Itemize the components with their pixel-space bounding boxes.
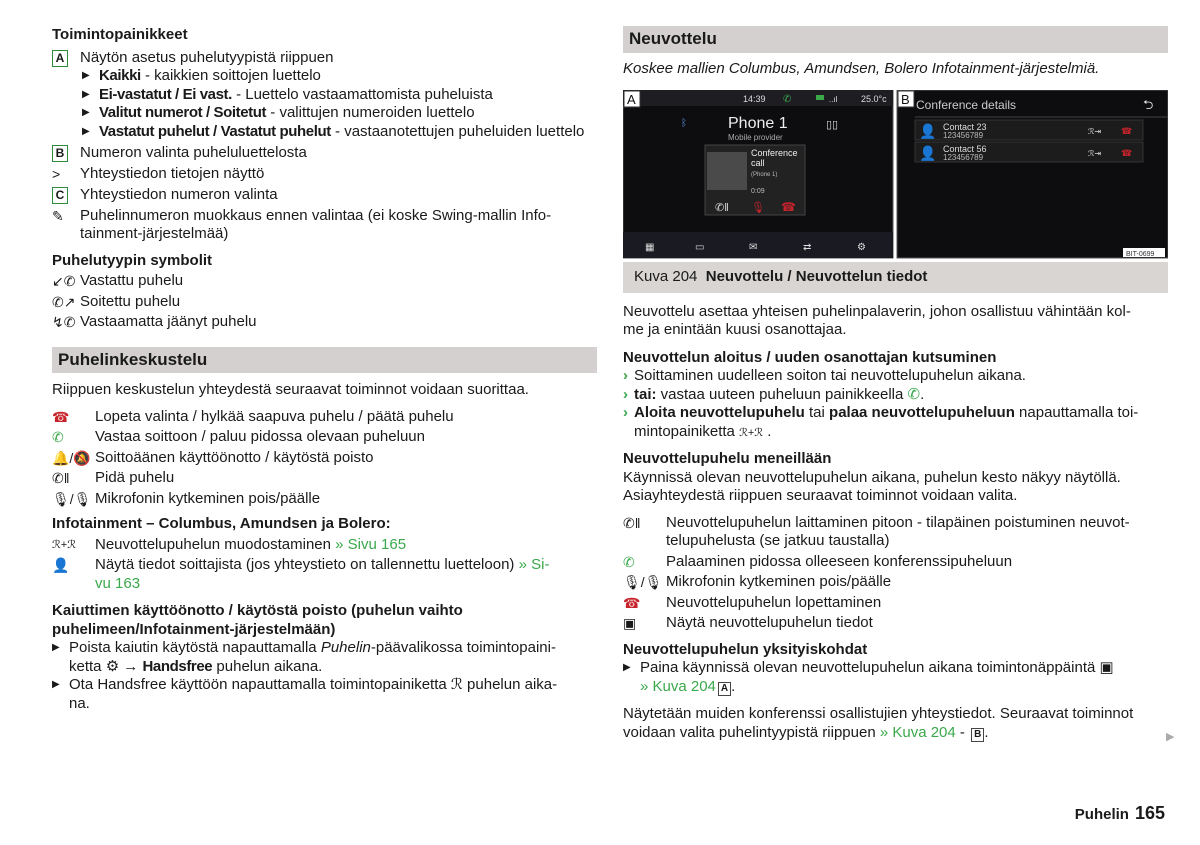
answer-call-icon: ✆ — [907, 385, 921, 403]
final-line2: voidaan valita puhelintyypistä riippuen — [623, 723, 880, 741]
subitem: ▶ Kaikki - kaikkien soittojen luettelo — [82, 67, 321, 84]
ongoing-line2: Asiayhteydestä riippuen seuraavat toiminnot voidaan valita. — [623, 487, 1018, 504]
action-text: Soittoäänen käyttöönotto / käytöstä poisto — [95, 448, 374, 466]
callers-link-cont[interactable]: vu 163 — [95, 574, 141, 592]
contact-name: Contact 56 — [943, 144, 987, 154]
speaker-heading-1: Kaiuttimen käyttöönotto / käytöstä poisto (puhelun vaihto — [52, 602, 463, 619]
contact-number: 123456789 — [943, 153, 984, 162]
subitem-key: Vastatut puhelut / Vastatut puhelut — [99, 122, 331, 140]
item-b-text: Numeron valinta puheluluettelosta — [80, 144, 307, 161]
subitem-key: Valitut numerot / Soitetut — [99, 104, 267, 121]
gt-symbol: > — [52, 165, 61, 182]
outgoing-call-icon: ✆↗ — [52, 293, 76, 310]
signal-icon: ..ıl — [829, 95, 838, 104]
action-text: Mikrofonin kytkeminen pois/päälle — [95, 489, 321, 507]
item-a — [52, 49, 597, 68]
ongoing-action — [623, 514, 1168, 551]
calltype-text: Vastattu puhelu — [80, 272, 184, 289]
speaker1-b: -päävalikossa toimintopaini- — [370, 639, 556, 656]
conference-icon: ℛ+ℛ — [52, 538, 76, 551]
phone-name: Phone 1 — [728, 115, 788, 132]
contact-number: 123456789 — [943, 131, 984, 140]
person-icon: 👤 — [52, 557, 70, 573]
action-text: Pidä puhelu — [95, 469, 175, 486]
subitem-text: - Luettelo vastaamattomista puheluista — [231, 85, 493, 103]
item-gt-text: Yhteystiedon tietojen näyttö — [80, 164, 265, 182]
mic-button-icon[interactable]: 🎙 — [751, 202, 765, 214]
end-contact-call-icon[interactable]: ☎ — [1121, 148, 1133, 158]
speaker1-italic: Puhelin — [320, 639, 371, 656]
answer-call-icon: ✆ — [623, 553, 635, 570]
start-step-text-cont: mintopainiketta — [634, 422, 740, 440]
ongoing-action-text: Neuvottelupuhelun laittaminen pitoon - tilapäinen poistuminen neuvot- — [666, 513, 1130, 531]
calltype-text: Vastaamatta jäänyt puhelu — [80, 313, 257, 330]
details-icon: ▣ — [1099, 659, 1114, 676]
infotainment-heading: Infotainment – Columbus, Amundsen ja Bolero: — [52, 515, 391, 532]
ongoing-line1: Käynnissä olevan neuvottelupuhelun aikana, puhelun kesto näkyy näytöllä. — [623, 468, 1121, 486]
start-step-text: Soittaminen uudelleen soiton tai neuvottelupuhelun aikana. — [634, 367, 1026, 384]
speaker-icon: ℛ — [450, 676, 463, 693]
label-a: A — [52, 50, 68, 67]
speaker-heading-2: puhelimeen/Infotainment-järjestelmään) — [52, 620, 336, 638]
ongoing-action — [623, 573, 1168, 592]
caption-number: Kuva 204 — [634, 268, 698, 285]
intro-line1: Neuvottelu asettaa yhteisen puhelinpalaverin, johon osallistuu vähintään kol- — [623, 302, 1131, 320]
ongoing-action-text-cont: telupuhelusta (se jatkuu taustalla) — [666, 532, 890, 549]
callers-link[interactable]: » Si- — [518, 556, 550, 573]
ongoing-heading: Neuvottelupuhelu meneillään — [623, 450, 832, 467]
end-call-icon: ☎ — [623, 594, 641, 611]
start-step-text: vastaa uuteen puheluun painikkeella — [656, 385, 908, 403]
conf-line2: call — [751, 158, 765, 168]
caption-text: Neuvottelu / Neuvottelun tiedot — [705, 268, 928, 285]
ongoing-action-text: Mikrofonin kytkeminen pois/päälle — [666, 573, 892, 590]
subitem: ▶ Ei-vastatut / Ei vast. - Luettelo vastaamattomista puheluista — [82, 85, 493, 103]
figure-caption — [623, 262, 1168, 293]
callers-item — [52, 556, 597, 593]
contacts-icon[interactable]: ▭ — [695, 242, 705, 253]
start-step: › Aloita neuvottelupuhelu tai palaa neuvottelupuheluun napauttamalla toi- mintopainiketta ℛ+ℛ . — [623, 404, 1139, 440]
split-call-icon[interactable]: ℛ⇥ — [1088, 127, 1102, 136]
missed-call-icon: ↯✆ — [52, 314, 76, 330]
figure-link[interactable]: » Kuva 204 — [879, 723, 956, 741]
subitem-key: Ei-vastatut / Ei vast. — [99, 85, 232, 103]
calltype-heading: Puhelutyypin symbolit — [52, 251, 213, 269]
handsfree-label: Handsfree — [142, 657, 213, 675]
status-phone-icon: ✆ — [783, 94, 792, 105]
page-number: 165 — [1134, 802, 1165, 823]
figure-code: BIT-0699 — [1126, 251, 1155, 258]
final-paragraph: Näytetään muiden konferenssi osallistujien yhteystiedot. Seuraavat toiminnot voidaan valita puhelintyypistä riippuen » Kuva 204 - B . — [623, 705, 1134, 741]
provider-name: Mobile provider — [728, 133, 783, 142]
label-b: B — [52, 145, 68, 162]
action-item — [52, 490, 597, 509]
speaker1-c: ketta — [69, 657, 106, 675]
subitem-text: - vastaanotettujen puheluiden luettelo — [330, 122, 585, 140]
ongoing-action-text: Neuvottelupuhelun lopettaminen — [666, 593, 882, 611]
start-step-text: napauttamalla toi- — [1014, 404, 1139, 421]
calltype-item — [52, 272, 597, 291]
details-icon: ▣ — [623, 615, 637, 631]
action-item — [52, 469, 597, 488]
conf-item — [52, 536, 597, 555]
contact-avatar-icon: 👤 — [919, 145, 937, 161]
ongoing-action-text: Näytä neuvottelupuhelun tiedot — [666, 614, 873, 631]
hold-button-icon[interactable]: ✆‖ — [715, 202, 729, 214]
action-item — [52, 449, 597, 468]
figure-204 — [623, 90, 1168, 260]
label-a-ref: A — [718, 682, 731, 696]
microphone-icon: 🎙/🎙 — [623, 574, 663, 590]
final-line1: Näytetään muiden konferenssi osallistujien yhteystiedot. Seuraavat toiminnot — [623, 705, 1134, 722]
phone-switch-icon: ▯▯ — [826, 119, 839, 131]
conference-icon: ℛ+ℛ — [739, 426, 764, 439]
figure-link[interactable]: » Kuva 204 — [640, 677, 716, 695]
incoming-call-icon: ↙✆ — [52, 273, 76, 289]
buttons-heading: Toimintopainikkeet — [52, 26, 188, 43]
screen-b-label: B — [901, 92, 910, 107]
label-c: C — [52, 187, 68, 204]
speaker2-a: Ota Handsfree käyttöön napauttamalla toimintopainiketta — [69, 676, 451, 693]
left-column — [52, 26, 597, 713]
ongoing-action — [623, 553, 1168, 572]
conference-avatar — [707, 152, 747, 190]
status-temp: 25.0°c — [861, 94, 887, 104]
continue-arrow-icon: ▶ — [1166, 731, 1175, 743]
section-title-neuvottelu: Neuvottelu — [623, 26, 1168, 53]
section-intro: Riippuen keskustelun yhteydestä seuraavat toiminnot voidaan suorittaa. — [52, 381, 529, 398]
battery-icon — [816, 95, 824, 100]
speaker1-arrow: → — [119, 657, 143, 675]
conf-line1: Conference — [751, 148, 798, 158]
speaker-step-1: ▶ Poista kaiutin käytöstä napauttamalla Puhelin-päävalikossa toimintopaini- ketta ⚙ → Handsfree puhelun aikana. — [52, 639, 556, 675]
status-time: 14:39 — [743, 94, 766, 104]
speaker-step-2: ▶ Ota Handsfree käyttöön napauttamalla toimintopainiketta ℛ puhelun aika- na. — [52, 676, 558, 712]
item-edit-text1: Puhelinnumeron muokkaus ennen valintaa (ei koske Swing-mallin Info- — [80, 206, 552, 224]
start-step-mid: tai — [804, 404, 830, 421]
keypad-icon[interactable]: ▦ — [645, 242, 655, 253]
item-c — [52, 186, 597, 205]
start-step: › tai: vastaa uuteen puheluun painikkeella ✆. — [623, 385, 925, 403]
ongoing-action — [623, 614, 1168, 633]
item-a-text: Näytön asetus puhelutyypistä riippuen — [80, 48, 334, 66]
applies-note: Koskee mallien Columbus, Amundsen, Bolero Infotainment-järjestelmiä. — [623, 59, 1100, 77]
subitem: ▶ Valitut numerot / Soitetut - valittujen numeroiden luettelo — [82, 104, 475, 121]
intro-paragraph — [623, 303, 1168, 340]
action-text: Vastaa soittoon / paluu pidossa olevaan puheluun — [95, 428, 425, 445]
conf-line3: (Phone 1) — [751, 172, 778, 178]
bluetooth-icon: ᛒ — [681, 118, 687, 129]
end-contact-call-icon[interactable]: ☎ — [1121, 126, 1133, 136]
subitem-text: - kaikkien soittojen luettelo — [140, 67, 321, 84]
back-icon[interactable]: ⮌ — [1143, 97, 1154, 112]
hold-call-icon: ✆‖ — [52, 470, 70, 486]
label-b-ref: B — [971, 728, 984, 742]
conf-text: Neuvottelupuhelun muodostaminen — [95, 535, 331, 553]
start-heading: Neuvottelun aloitus / uuden osanottajan kutsuminen — [623, 348, 997, 366]
end-call-icon: ☎ — [52, 408, 70, 425]
calltype-item — [52, 293, 597, 312]
contact-name: Contact 23 — [943, 122, 987, 132]
contact-avatar-icon: 👤 — [919, 123, 937, 139]
hold-call-icon: ✆‖ — [623, 514, 641, 531]
ringtone-bell-icon: 🔔/🔕 — [52, 449, 91, 466]
pencil-icon: ✎ — [52, 207, 64, 224]
screen-a-label: A — [627, 92, 636, 107]
speaker2-b: puhelun aika- — [462, 676, 558, 693]
start-step-bold: palaa neuvottelupuheluun — [829, 404, 1015, 421]
footer-section: Puhelin — [1074, 805, 1129, 823]
item-gt — [52, 165, 597, 184]
start-step-bold: Aloita neuvottelupuhelu — [634, 404, 805, 421]
split-call-icon[interactable]: ℛ⇥ — [1088, 149, 1102, 158]
speaker1-d: puhelun aikana. — [212, 657, 323, 675]
answer-call-icon: ✆ — [52, 429, 64, 445]
subitem: ▶ Vastatut puhelut / Vastatut puhelut - vastaanotettujen puheluiden luettelo — [82, 122, 585, 140]
ongoing-action — [623, 594, 1168, 613]
item-edit-text2: tainment-järjestelmää) — [80, 225, 229, 242]
section-title-puhelinkeskustelu: Puhelinkeskustelu — [52, 347, 597, 374]
ongoing-paragraph — [623, 469, 1168, 506]
page-footer — [1075, 804, 1165, 825]
details-text: Paina käynnissä olevan neuvottelupuhelun aikana toimintonäppäintä — [640, 659, 1100, 676]
item-edit — [52, 207, 597, 244]
details-step: ▶ Paina käynnissä olevan neuvottelupuhelun aikana toimintonäppäintä ▣ » Kuva 204 A . — [623, 659, 1114, 695]
subitem-key: Kaikki — [99, 67, 141, 84]
microphone-icon: 🎙/🎙 — [52, 490, 92, 507]
action-item — [52, 428, 597, 447]
speaker1-a: Poista kaiutin käytöstä napauttamalla — [69, 639, 321, 656]
subitem-text: - valittujen numeroiden luettelo — [266, 104, 475, 121]
callers-text: Näytä tiedot soittajista (jos yhteystieto on tallennettu luetteloon) — [95, 556, 515, 573]
calltype-text: Soitettu puhelu — [80, 292, 181, 310]
item-b — [52, 144, 597, 163]
conference-details-title: Conference details — [916, 98, 1017, 112]
final-dash: - — [955, 723, 970, 741]
start-step: › Soittaminen uudelleen soiton tai neuvottelupuhelun aikana. — [623, 367, 1026, 384]
speaker2-c: na. — [69, 694, 90, 712]
item-c-text: Yhteystiedon numeron valinta — [80, 186, 278, 203]
calllist-icon[interactable]: ⇄ — [803, 242, 812, 253]
end-call-button-icon[interactable]: ☎ — [781, 200, 796, 214]
action-text: Lopeta valinta / hylkää saapuva puhelu / päätä puhelu — [95, 407, 454, 425]
settings-gear-icon[interactable]: ⚙ — [857, 242, 866, 253]
intro-line2: me ja enintään kuusi osanottajaa. — [623, 321, 847, 338]
right-column — [623, 26, 1168, 742]
speaker-heading — [52, 602, 597, 639]
details-heading: Neuvottelupuhelun yksityiskohdat — [623, 640, 868, 658]
conf-link[interactable]: » Sivu 165 — [335, 535, 407, 553]
start-step-bold: tai: — [634, 385, 657, 403]
message-icon[interactable]: ✉ — [749, 242, 758, 253]
infotainment-screens — [623, 90, 1168, 260]
settings-icon: ⚙ — [105, 657, 120, 675]
call-duration: 0:09 — [751, 188, 765, 195]
calltype-item — [52, 313, 597, 332]
ongoing-action-text: Palaaminen pidossa olleeseen konferenssipuheluun — [666, 552, 1013, 570]
action-item — [52, 408, 597, 427]
